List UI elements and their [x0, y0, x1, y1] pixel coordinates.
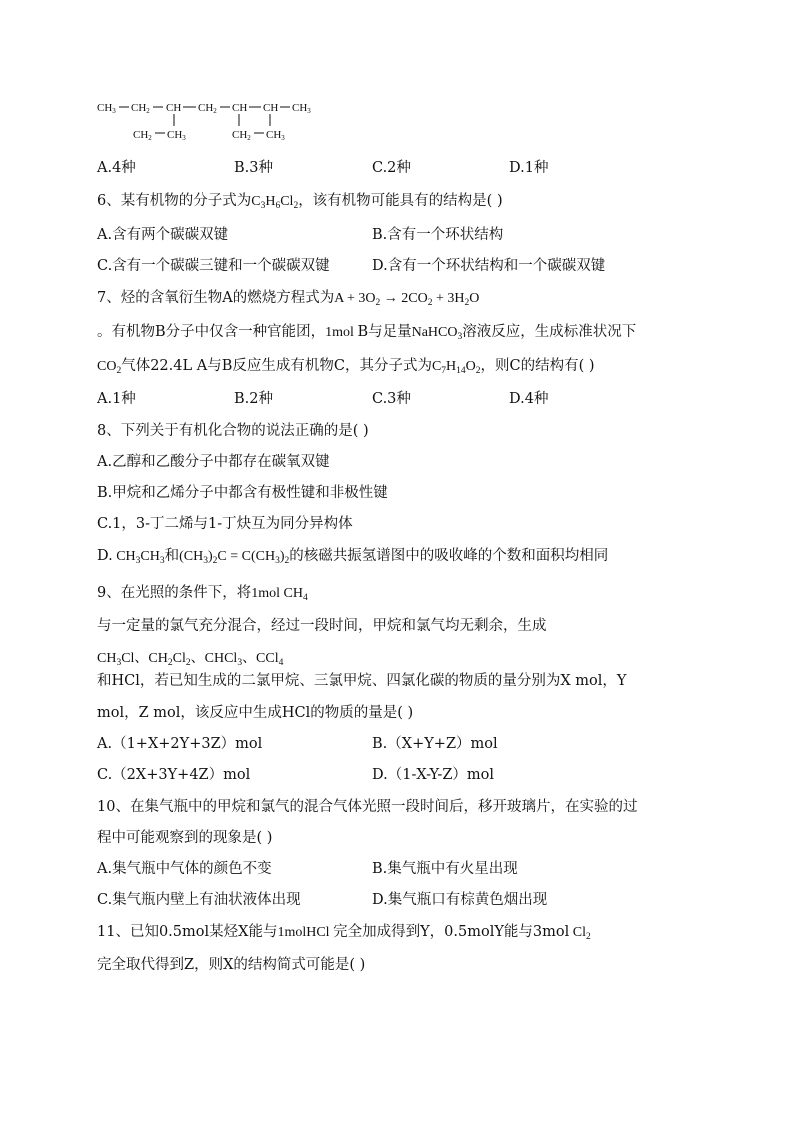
struct-branch1-ch3: CH3	[167, 129, 186, 142]
q10-option-c: C.集气瓶内壁上有油状液体出现	[97, 892, 301, 908]
q8-option-b: B.甲烷和乙烯分子中都含有极性键和非极性键	[97, 485, 388, 501]
q8-option-a: A.乙醇和乙酸分子中都存在碳氧双键	[97, 454, 330, 470]
branch-2	[232, 114, 285, 142]
struct-ch-2: CH	[232, 102, 248, 114]
q7-stem: 7、烃的含氧衍生物A的燃烧方程式为$A + 3O_2 \to 2CO_2 + 3H_2O$	[97, 290, 480, 308]
q9-option-a: A.（1+X+2Y+3Z）mol	[97, 736, 263, 752]
q9-line-5: mol，Z mol，该反应中生成HCl的物质的量是( )	[97, 705, 414, 721]
q11-line-1: 11、已知0.5mol某烃X能与1molHCl 完全加成得到Y，0.5molY能与3mol $Cl_2$	[97, 924, 591, 942]
struct-ch3-1: CH3	[97, 102, 116, 115]
q7-line-2: 。有机物B分子中仅含一种官能团，1mol B与足量NaHCO$_3$溶液反应，生成标准状况下	[97, 324, 637, 342]
question-5-structure-diagram	[97, 95, 327, 145]
q6-option-d: D.含有一个环状结构和一个碳碳双键	[372, 258, 606, 274]
q7-option-c: C.3种	[372, 391, 411, 407]
q6-option-a: A.含有两个碳碳双键	[97, 227, 229, 243]
q7-line-3: $CO_2$气体22.4L A与B反应生成有机物C，其分子式为$C_7H_{14}O_2$，则C的结构有( )	[97, 358, 595, 376]
q5-option-d: D.1种	[509, 160, 549, 176]
q11-line-2: 完全取代得到Z，则X的结构简式可能是( )	[97, 957, 366, 973]
q5-option-b: B.3种	[234, 160, 273, 176]
q8-stem: 8、下列关于有机化合物的说法正确的是( )	[97, 423, 369, 439]
struct-ch3-2: CH3	[292, 102, 311, 115]
q8-option-d: D. $CH_3CH_3$和$(CH_3)_2C = C(CH_3)_2$的核磁共振氢谱图中的吸收峰的个数和面积均相同	[97, 548, 609, 566]
main-chain	[97, 102, 311, 115]
q5-option-c: C.2种	[372, 160, 411, 176]
struct-branch2-ch3: CH3	[266, 129, 285, 142]
q9-line-2: 与一定量的氯气充分混合，经过一段时间，甲烷和氯气均无剩余，生成	[97, 618, 547, 634]
q10-option-d: D.集气瓶口有棕黄色烟出现	[372, 892, 548, 908]
q9-products-formulas: $CH_3Cl$、$CH_2Cl_2$、CHCl$_3$、CCl$_4$	[97, 651, 284, 668]
q10-option-a: A.集气瓶中气体的颜色不变	[97, 861, 272, 877]
struct-ch-3: CH	[263, 102, 279, 114]
q10-option-b: B.集气瓶中有火星出现	[372, 861, 518, 877]
struct-ch2-1: CH2	[131, 102, 150, 115]
q10-line-2: 程中可能观察到的现象是( )	[97, 830, 273, 846]
struct-ch-1: CH	[166, 102, 182, 114]
q7-option-b: B.2种	[234, 391, 273, 407]
q6-option-b: B.含有一个环状结构	[372, 227, 504, 243]
struct-branch2-ch2: CH2	[232, 129, 251, 142]
q9-line-4: 和HCl，若已知生成的二氯甲烷、三氯甲烷、四氯化碳的物质的量分别为X mol，Y	[97, 673, 627, 689]
struct-ch2-2: CH2	[198, 102, 217, 115]
branch-1	[133, 114, 186, 142]
q9-option-d: D.（1-X-Y-Z）mol	[372, 767, 495, 783]
q7-option-a: A.1种	[97, 391, 136, 407]
q6-option-c: C.含有一个碳碳三键和一个碳碳双键	[97, 258, 330, 274]
q9-stem: 9、在光照的条件下，将1mol $CH_4$	[97, 585, 308, 603]
q5-option-a: A.4种	[97, 160, 136, 176]
q8-option-c: C.1，3-丁二烯与1-丁炔互为同分异构体	[97, 516, 353, 532]
q9-option-c: C.（2X+3Y+4Z）mol	[97, 767, 251, 783]
q7-option-d: D.4种	[509, 391, 549, 407]
struct-branch1-ch2: CH2	[133, 129, 152, 142]
q10-line-1: 10、在集气瓶中的甲烷和氯气的混合气体光照一段时间后，移开玻璃片，在实验的过	[97, 799, 638, 815]
q6-stem: 6、某有机物的分子式为$C_3H_6Cl_2$，该有机物可能具有的结构是( )	[97, 193, 503, 211]
q9-option-b: B.（X+Y+Z）mol	[372, 736, 498, 752]
